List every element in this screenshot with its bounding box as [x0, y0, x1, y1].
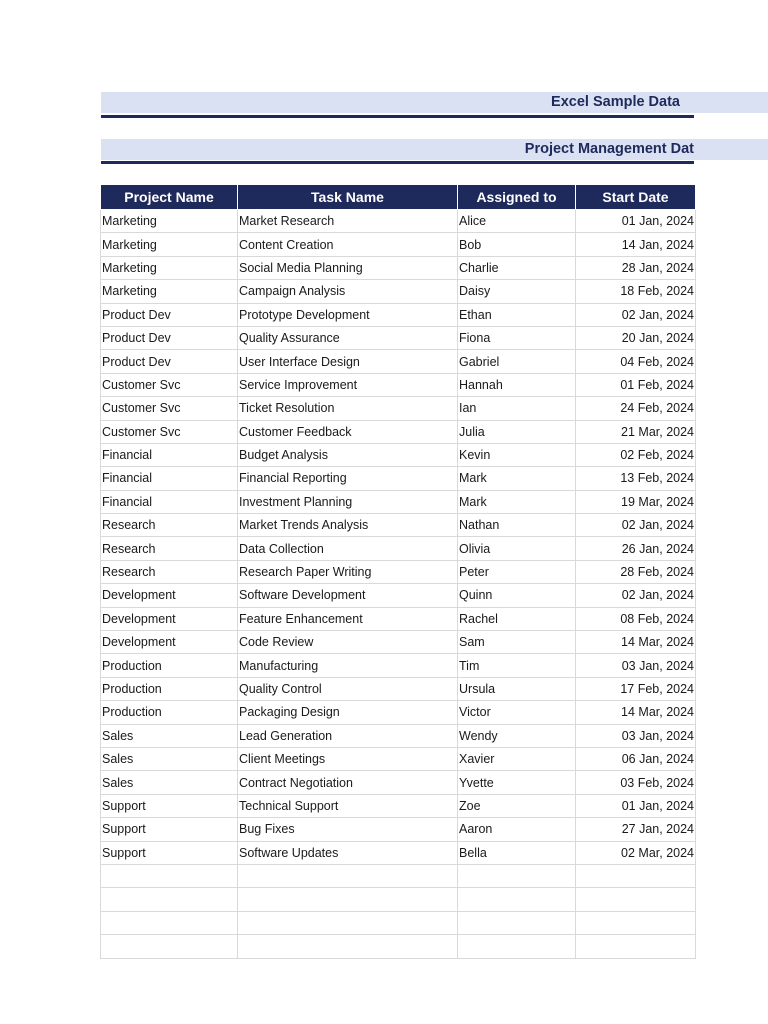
table-row[interactable]: [101, 490, 696, 513]
cell-task-name[interactable]: Bug Fixes: [238, 818, 458, 841]
project-table: [100, 184, 696, 959]
cell-project-name[interactable]: Sales: [101, 747, 238, 770]
cell-task-name[interactable]: Data Collection: [238, 537, 458, 560]
cell-start-date[interactable]: 24 Feb, 2024: [576, 397, 696, 420]
cell-project-name[interactable]: Research: [101, 514, 238, 537]
cell-assigned-to[interactable]: Gabriel: [458, 350, 576, 373]
cell-project-name[interactable]: Product Dev: [101, 350, 238, 373]
table-row[interactable]: [101, 747, 696, 770]
cell-assigned-to[interactable]: Victor: [458, 701, 576, 724]
table-row[interactable]: [101, 350, 696, 373]
table-row[interactable]: [101, 818, 696, 841]
cell-assigned-to[interactable]: Yvette: [458, 771, 576, 794]
table-row[interactable]: [101, 911, 696, 934]
cell-task-name[interactable]: [238, 911, 458, 934]
table-header-row: [101, 185, 696, 210]
cell-start-date[interactable]: 14 Mar, 2024: [576, 631, 696, 654]
cell-task-name[interactable]: [238, 864, 458, 887]
column-header-start-date[interactable]: Start Date: [576, 185, 696, 210]
cell-project-name[interactable]: Customer Svc: [101, 373, 238, 396]
cell-project-name[interactable]: Marketing: [101, 233, 238, 256]
table-row[interactable]: [101, 584, 696, 607]
cell-start-date[interactable]: 02 Jan, 2024: [576, 584, 696, 607]
cell-assigned-to[interactable]: Aaron: [458, 818, 576, 841]
sheet-subtitle: Project Management Dat: [524, 141, 694, 157]
table-row[interactable]: [101, 373, 696, 396]
cell-task-name[interactable]: Budget Analysis: [238, 443, 458, 466]
cell-project-name[interactable]: Financial: [101, 443, 238, 466]
sheet-title: Excel Sample Data: [551, 94, 680, 110]
cell-project-name[interactable]: [101, 864, 238, 887]
cell-task-name[interactable]: Code Review: [238, 631, 458, 654]
cell-project-name[interactable]: Customer Svc: [101, 397, 238, 420]
table-row[interactable]: [101, 794, 696, 817]
cell-start-date[interactable]: 28 Feb, 2024: [576, 560, 696, 583]
cell-start-date[interactable]: 03 Feb, 2024: [576, 771, 696, 794]
cell-assigned-to[interactable]: Ethan: [458, 303, 576, 326]
table-row[interactable]: [101, 888, 696, 911]
cell-task-name[interactable]: Contract Negotiation: [238, 771, 458, 794]
cell-start-date[interactable]: 14 Mar, 2024: [576, 701, 696, 724]
cell-start-date[interactable]: 20 Jan, 2024: [576, 326, 696, 349]
table-row[interactable]: [101, 724, 696, 747]
cell-project-name[interactable]: [101, 911, 238, 934]
column-header-task-name[interactable]: Task Name: [238, 185, 458, 210]
cell-task-name[interactable]: [238, 888, 458, 911]
cell-assigned-to[interactable]: Nathan: [458, 514, 576, 537]
cell-project-name[interactable]: Product Dev: [101, 303, 238, 326]
cell-assigned-to[interactable]: Rachel: [458, 607, 576, 630]
cell-task-name[interactable]: Market Trends Analysis: [238, 514, 458, 537]
table-row[interactable]: [101, 935, 696, 958]
cell-project-name[interactable]: Product Dev: [101, 326, 238, 349]
cell-assigned-to[interactable]: Ursula: [458, 677, 576, 700]
table-row[interactable]: [101, 631, 696, 654]
table-row[interactable]: [101, 280, 696, 303]
table-row[interactable]: [101, 326, 696, 349]
cell-start-date[interactable]: 03 Jan, 2024: [576, 724, 696, 747]
cell-task-name[interactable]: Service Improvement: [238, 373, 458, 396]
cell-project-name[interactable]: [101, 935, 238, 958]
table-row[interactable]: [101, 233, 696, 256]
cell-start-date[interactable]: 02 Jan, 2024: [576, 303, 696, 326]
cell-assigned-to[interactable]: Peter: [458, 560, 576, 583]
table-row[interactable]: [101, 771, 696, 794]
cell-start-date[interactable]: [576, 864, 696, 887]
cell-start-date[interactable]: 03 Jan, 2024: [576, 654, 696, 677]
cell-assigned-to[interactable]: Wendy: [458, 724, 576, 747]
cell-project-name[interactable]: Development: [101, 584, 238, 607]
table-row[interactable]: [101, 303, 696, 326]
cell-task-name[interactable]: Investment Planning: [238, 490, 458, 513]
cell-start-date[interactable]: 17 Feb, 2024: [576, 677, 696, 700]
table-row[interactable]: [101, 210, 696, 233]
table-body: [101, 210, 696, 959]
cell-assigned-to[interactable]: Bob: [458, 233, 576, 256]
cell-start-date[interactable]: 21 Mar, 2024: [576, 420, 696, 443]
cell-task-name[interactable]: Market Research: [238, 210, 458, 233]
cell-assigned-to[interactable]: [458, 864, 576, 887]
cell-start-date[interactable]: [576, 911, 696, 934]
cell-assigned-to[interactable]: Zoe: [458, 794, 576, 817]
cell-assigned-to[interactable]: Daisy: [458, 280, 576, 303]
cell-assigned-to[interactable]: [458, 888, 576, 911]
cell-assigned-to[interactable]: [458, 911, 576, 934]
cell-task-name[interactable]: Client Meetings: [238, 747, 458, 770]
title-underline: [101, 115, 694, 118]
cell-start-date[interactable]: 01 Jan, 2024: [576, 794, 696, 817]
cell-assigned-to[interactable]: Fiona: [458, 326, 576, 349]
cell-task-name[interactable]: Software Updates: [238, 841, 458, 864]
subtitle-underline: [101, 161, 694, 164]
cell-project-name[interactable]: Research: [101, 537, 238, 560]
table-row[interactable]: [101, 256, 696, 279]
cell-project-name[interactable]: Support: [101, 841, 238, 864]
column-header-assigned-to[interactable]: Assigned to: [458, 185, 576, 210]
cell-project-name[interactable]: Development: [101, 631, 238, 654]
cell-task-name[interactable]: Manufacturing: [238, 654, 458, 677]
table-row[interactable]: [101, 537, 696, 560]
cell-start-date[interactable]: [576, 935, 696, 958]
table-row[interactable]: [101, 864, 696, 887]
cell-start-date[interactable]: 01 Jan, 2024: [576, 210, 696, 233]
cell-task-name[interactable]: Campaign Analysis: [238, 280, 458, 303]
table-row[interactable]: [101, 443, 696, 466]
cell-start-date[interactable]: 19 Mar, 2024: [576, 490, 696, 513]
cell-task-name[interactable]: Quality Control: [238, 677, 458, 700]
cell-project-name[interactable]: Production: [101, 677, 238, 700]
cell-task-name[interactable]: Content Creation: [238, 233, 458, 256]
cell-task-name[interactable]: Packaging Design: [238, 701, 458, 724]
cell-start-date[interactable]: 27 Jan, 2024: [576, 818, 696, 841]
cell-assigned-to[interactable]: Julia: [458, 420, 576, 443]
cell-assigned-to[interactable]: Kevin: [458, 443, 576, 466]
table-row[interactable]: [101, 397, 696, 420]
cell-project-name[interactable]: Production: [101, 654, 238, 677]
cell-task-name[interactable]: Technical Support: [238, 794, 458, 817]
cell-assigned-to[interactable]: Charlie: [458, 256, 576, 279]
cell-task-name[interactable]: Quality Assurance: [238, 326, 458, 349]
column-header-project-name[interactable]: Project Name: [101, 185, 238, 210]
cell-assigned-to[interactable]: Tim: [458, 654, 576, 677]
cell-project-name[interactable]: [101, 888, 238, 911]
cell-project-name[interactable]: Marketing: [101, 280, 238, 303]
table-row[interactable]: [101, 467, 696, 490]
cell-assigned-to[interactable]: Mark: [458, 467, 576, 490]
cell-start-date[interactable]: 02 Feb, 2024: [576, 443, 696, 466]
cell-project-name[interactable]: Development: [101, 607, 238, 630]
table-row[interactable]: [101, 677, 696, 700]
cell-assigned-to[interactable]: Hannah: [458, 373, 576, 396]
cell-start-date[interactable]: 01 Feb, 2024: [576, 373, 696, 396]
table-row[interactable]: [101, 607, 696, 630]
cell-project-name[interactable]: Marketing: [101, 210, 238, 233]
cell-task-name[interactable]: Ticket Resolution: [238, 397, 458, 420]
cell-assigned-to[interactable]: Mark: [458, 490, 576, 513]
cell-task-name[interactable]: Customer Feedback: [238, 420, 458, 443]
cell-project-name[interactable]: Production: [101, 701, 238, 724]
cell-project-name[interactable]: Customer Svc: [101, 420, 238, 443]
cell-assigned-to[interactable]: Sam: [458, 631, 576, 654]
cell-start-date[interactable]: 13 Feb, 2024: [576, 467, 696, 490]
cell-assigned-to[interactable]: Alice: [458, 210, 576, 233]
cell-task-name[interactable]: Research Paper Writing: [238, 560, 458, 583]
cell-assigned-to[interactable]: [458, 935, 576, 958]
cell-task-name[interactable]: Software Development: [238, 584, 458, 607]
cell-task-name[interactable]: Prototype Development: [238, 303, 458, 326]
table-row[interactable]: [101, 514, 696, 537]
cell-task-name[interactable]: Lead Generation: [238, 724, 458, 747]
cell-start-date[interactable]: 28 Jan, 2024: [576, 256, 696, 279]
cell-start-date[interactable]: 18 Feb, 2024: [576, 280, 696, 303]
table-row[interactable]: [101, 654, 696, 677]
cell-start-date[interactable]: 08 Feb, 2024: [576, 607, 696, 630]
table-row[interactable]: [101, 420, 696, 443]
cell-task-name[interactable]: User Interface Design: [238, 350, 458, 373]
cell-assigned-to[interactable]: Quinn: [458, 584, 576, 607]
cell-project-name[interactable]: Support: [101, 794, 238, 817]
table-row[interactable]: [101, 701, 696, 724]
cell-project-name[interactable]: Financial: [101, 467, 238, 490]
cell-task-name[interactable]: Feature Enhancement: [238, 607, 458, 630]
cell-project-name[interactable]: Marketing: [101, 256, 238, 279]
cell-start-date[interactable]: 26 Jan, 2024: [576, 537, 696, 560]
cell-project-name[interactable]: Sales: [101, 724, 238, 747]
cell-assigned-to[interactable]: Olivia: [458, 537, 576, 560]
cell-assigned-to[interactable]: Ian: [458, 397, 576, 420]
table-row[interactable]: [101, 560, 696, 583]
cell-start-date[interactable]: 02 Jan, 2024: [576, 514, 696, 537]
cell-start-date[interactable]: 04 Feb, 2024: [576, 350, 696, 373]
cell-assigned-to[interactable]: Xavier: [458, 747, 576, 770]
cell-start-date[interactable]: 06 Jan, 2024: [576, 747, 696, 770]
cell-task-name[interactable]: [238, 935, 458, 958]
cell-project-name[interactable]: Financial: [101, 490, 238, 513]
cell-project-name[interactable]: Support: [101, 818, 238, 841]
table-row[interactable]: [101, 841, 696, 864]
cell-assigned-to[interactable]: Bella: [458, 841, 576, 864]
cell-start-date[interactable]: [576, 888, 696, 911]
cell-task-name[interactable]: Social Media Planning: [238, 256, 458, 279]
cell-start-date[interactable]: 14 Jan, 2024: [576, 233, 696, 256]
cell-task-name[interactable]: Financial Reporting: [238, 467, 458, 490]
cell-project-name[interactable]: Sales: [101, 771, 238, 794]
cell-start-date[interactable]: 02 Mar, 2024: [576, 841, 696, 864]
cell-project-name[interactable]: Research: [101, 560, 238, 583]
